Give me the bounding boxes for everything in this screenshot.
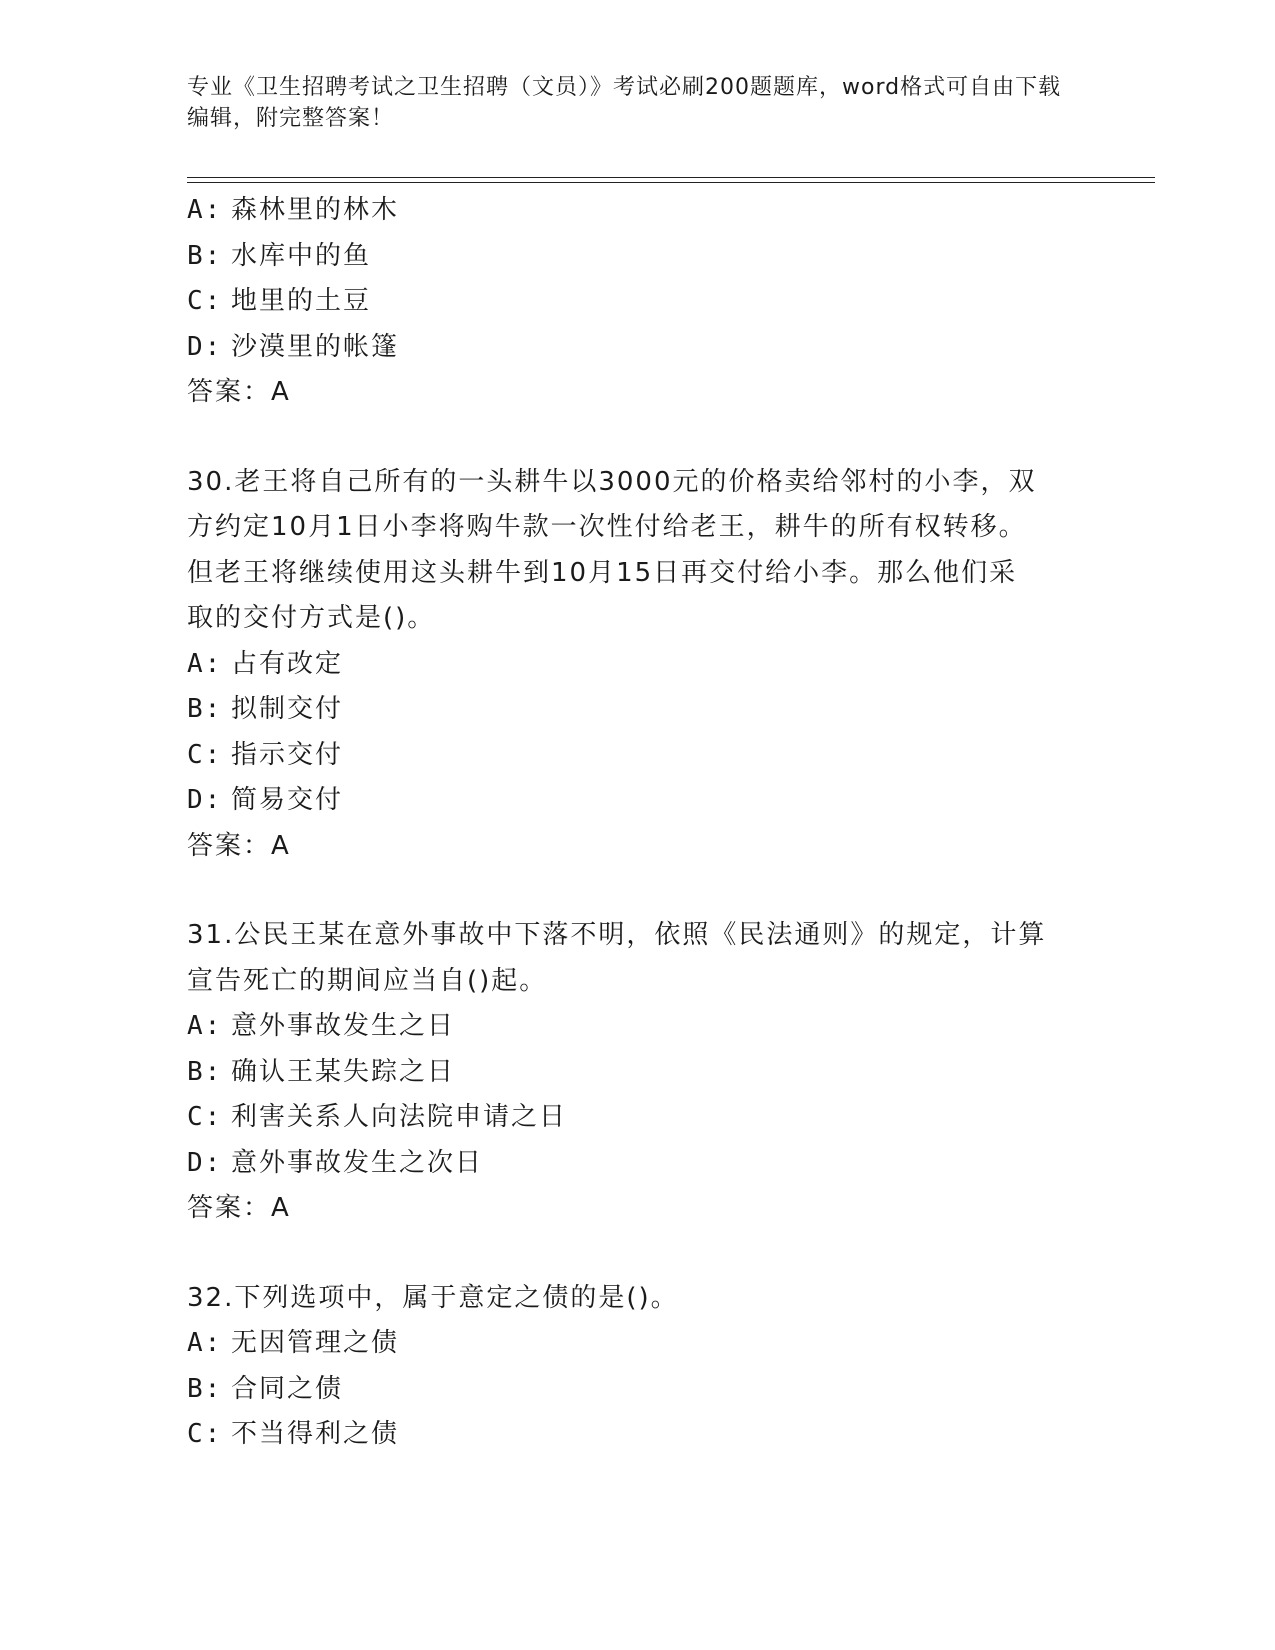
question-text-line: 但老王将继续使用这头耕牛到10月15日再交付给小李。那么他们采 [187, 557, 1018, 588]
header-divider-bottom [187, 182, 1155, 183]
answer-line: 答案：A [187, 830, 291, 861]
answer-line: 答案：A [187, 1193, 291, 1223]
question-text-line: 宣告死亡的期间应当自()起。 [187, 965, 548, 996]
header-divider-top [187, 177, 1155, 178]
question-text-line: 取的交付方式是()。 [187, 603, 436, 633]
option-c: C: 指示交付 [187, 739, 344, 770]
question-32 [187, 1276, 1087, 1458]
option-a: A: 森林里的林木 [187, 195, 400, 225]
option-a: A: 意外事故发生之日 [187, 1011, 456, 1041]
option-c: C: 不当得利之债 [187, 1419, 400, 1449]
option-d: D: 简易交付 [187, 785, 344, 815]
option-d: D: 意外事故发生之次日 [187, 1147, 484, 1178]
carryover-block [187, 188, 1087, 416]
option-b: B: 合同之债 [187, 1373, 344, 1404]
option-c: C: 地里的土豆 [187, 286, 372, 316]
option-b: B: 水库中的鱼 [187, 240, 372, 271]
question-text-line: 32.下列选项中，属于意定之债的是()。 [187, 1282, 679, 1313]
question-text-line: 方约定10月1日小李将购牛款一次性付给老王，耕牛的所有权转移。 [187, 512, 1027, 542]
option-b: B: 确认王某失踪之日 [187, 1056, 456, 1087]
document-body [187, 188, 1087, 1458]
option-c: C: 利害关系人向法院申请之日 [187, 1102, 568, 1132]
question-text-line: 30.老王将自己所有的一头耕牛以3000元的价格卖给邻村的小李，双 [187, 466, 1037, 497]
question-30 [187, 460, 1087, 870]
option-a: A: 无因管理之债 [187, 1328, 400, 1358]
option-a: A: 占有改定 [187, 648, 344, 679]
question-text-line: 31.公民王某在意外事故中下落不明，依照《民法通则》的规定，计算 [187, 920, 1047, 950]
question-31 [187, 913, 1087, 1232]
answer-line: 答案：A [187, 377, 291, 407]
page-header: 专业《卫生招聘考试之卫生招聘（文员）》考试必刷200题题库，word格式可自由下载编辑，附完整答案！ [187, 75, 1062, 131]
option-b: B: 拟制交付 [187, 694, 344, 724]
option-d: D: 沙漠里的帐篷 [187, 331, 400, 362]
